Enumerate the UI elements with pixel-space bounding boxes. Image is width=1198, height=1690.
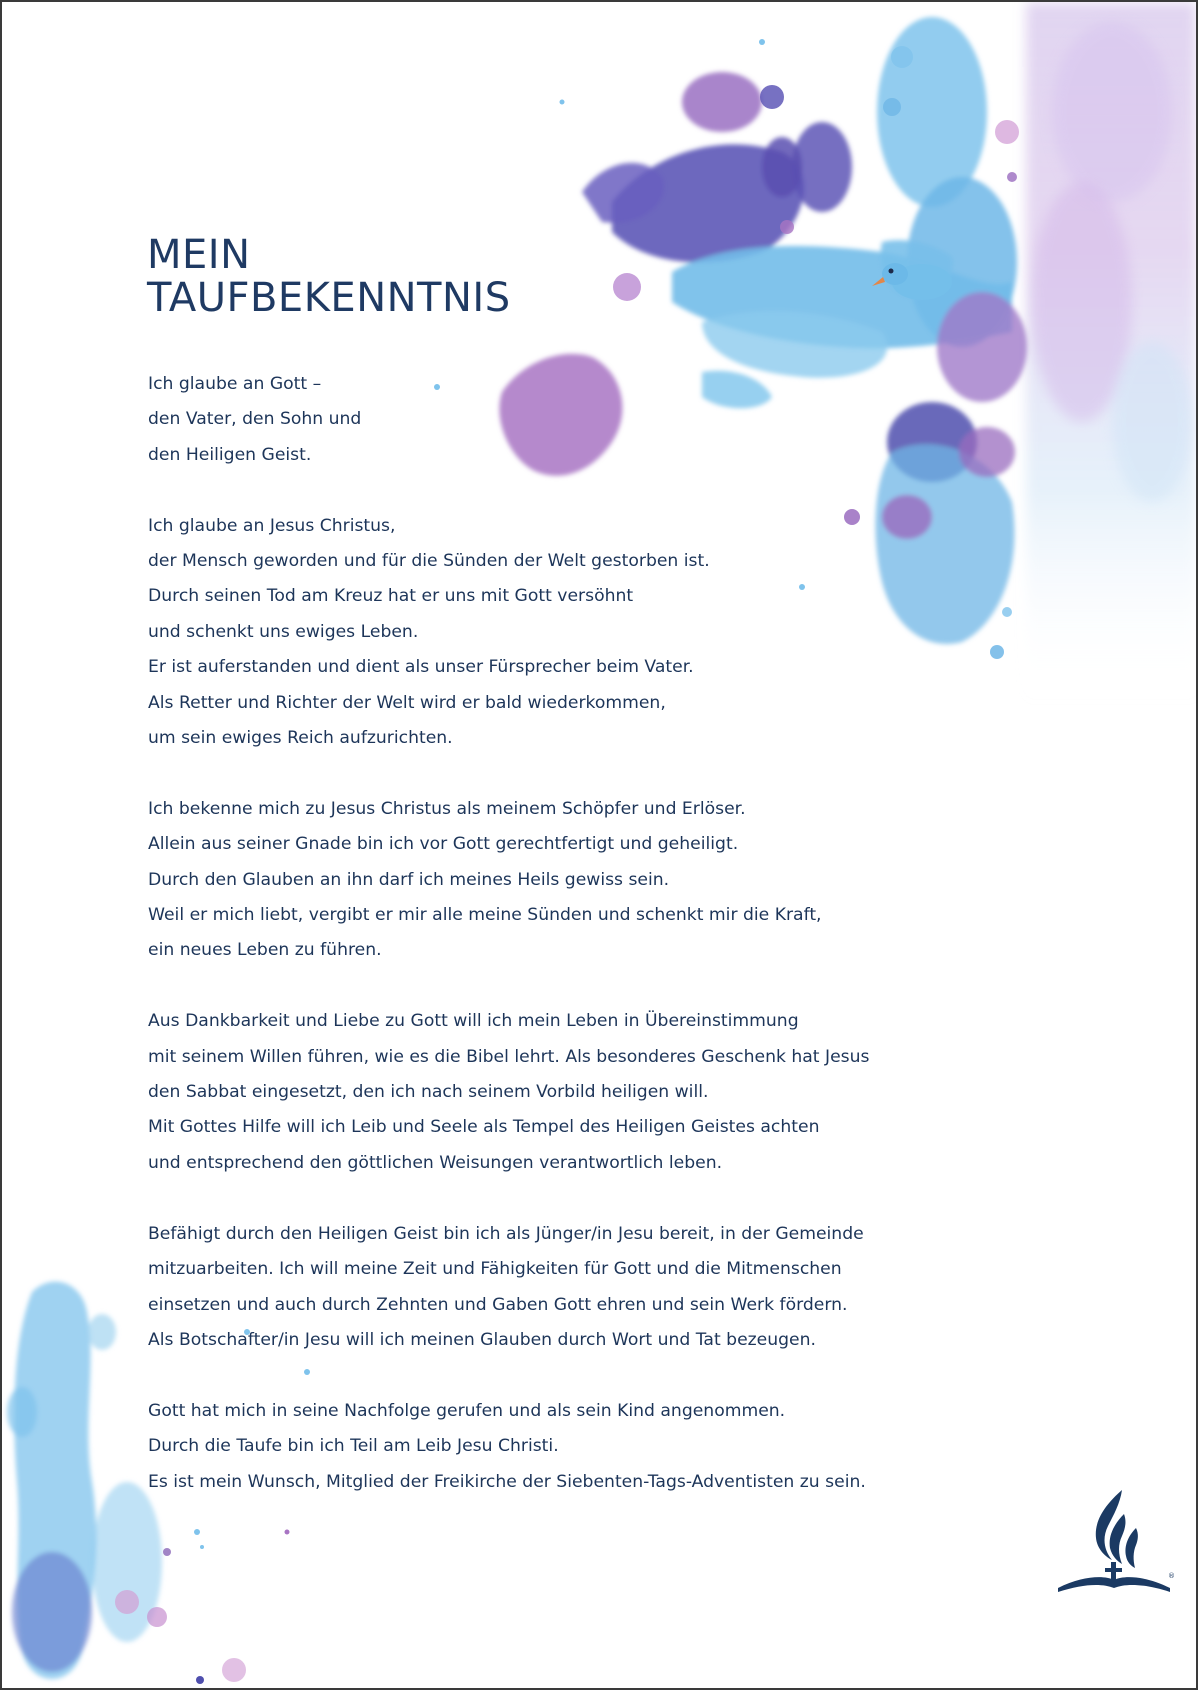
text-line: und entsprechend den göttlichen Weisungen verantwortlich leben. (148, 1152, 723, 1173)
paragraph-4 (148, 1004, 908, 1181)
text-line: mit seinem Willen führen, wie es die Bibel lehrt. Als besonderes Geschenk hat Jesus (148, 1046, 870, 1067)
text-line: den Heiligen Geist. (148, 444, 312, 465)
text-line: und schenkt uns ewiges Leben. (148, 621, 419, 642)
text-line: Mit Gottes Hilfe will ich Leib und Seele als Tempel des Heiligen Geistes achten (148, 1117, 820, 1138)
text-line: den Vater, den Sohn und (148, 409, 362, 430)
confession-text (148, 367, 908, 1500)
text-line: Gott hat mich in seine Nachfolge gerufen und als sein Kind angenommen. (148, 1400, 786, 1421)
text-line: Durch seinen Tod am Kreuz hat er uns mit Gott versöhnt (148, 586, 634, 607)
text-line: Als Retter und Richter der Welt wird er bald wiederkommen, (148, 692, 666, 713)
paragraph-6 (148, 1394, 908, 1500)
text-line: Ich glaube an Gott – (148, 374, 322, 394)
paragraph-5 (148, 1217, 908, 1359)
paragraph-2 (148, 509, 908, 757)
text-line: mitzuarbeiten. Ich will meine Zeit und Fähigkeiten für Gott und die Mitmenschen (148, 1259, 842, 1280)
adventist-church-logo-icon (1052, 1482, 1177, 1597)
text-line: ein neues Leben zu führen. (148, 940, 382, 961)
paragraph-3 (148, 792, 908, 969)
text-line: Weil er mich liebt, vergibt er mir alle meine Sünden und schenkt mir die Kraft, (148, 905, 822, 926)
text-line: der Mensch geworden und für die Sünden der Welt gestorben ist. (148, 551, 710, 572)
text-line: einsetzen und auch durch Zehnten und Gaben Gott ehren und sein Werk fördern. (148, 1294, 848, 1315)
text-line: Durch den Glauben an ihn darf ich meines Heils gewiss sein. (148, 869, 670, 890)
text-line: Es ist mein Wunsch, Mitglied der Freikirche der Siebenten-Tags-Adventisten zu sein. (148, 1471, 866, 1492)
text-line: Befähigt durch den Heiligen Geist bin ich als Jünger/in Jesu bereit, in der Gemeinde (148, 1223, 864, 1244)
registered-mark: ® (1168, 1572, 1175, 1580)
title-line-2: TAUFBEKENNTNIS (147, 275, 511, 321)
text-line: Ich glaube an Jesus Christus, (148, 515, 396, 536)
document-title (147, 234, 511, 320)
paragraph-1 (148, 367, 908, 473)
title-line-1: MEIN (147, 232, 251, 278)
text-line: den Sabbat eingesetzt, den ich nach seinem Vorbild heiligen will. (148, 1082, 709, 1103)
text-line: Als Botschafter/in Jesu will ich meinen Glauben durch Wort und Tat bezeugen. (148, 1329, 816, 1350)
text-line: Er ist auferstanden und dient als unser Fürsprecher beim Vater. (148, 657, 694, 678)
text-line: Allein aus seiner Gnade bin ich vor Gott gerechtfertigt und geheiligt. (148, 834, 739, 855)
text-line: Ich bekenne mich zu Jesus Christus als meinem Schöpfer und Erlöser. (148, 798, 746, 819)
text-line: Aus Dankbarkeit und Liebe zu Gott will ich mein Leben in Übereinstimmung (148, 1011, 799, 1032)
text-line: um sein ewiges Reich aufzurichten. (148, 728, 453, 749)
text-line: Durch die Taufe bin ich Teil am Leib Jesu Christi. (148, 1436, 559, 1457)
